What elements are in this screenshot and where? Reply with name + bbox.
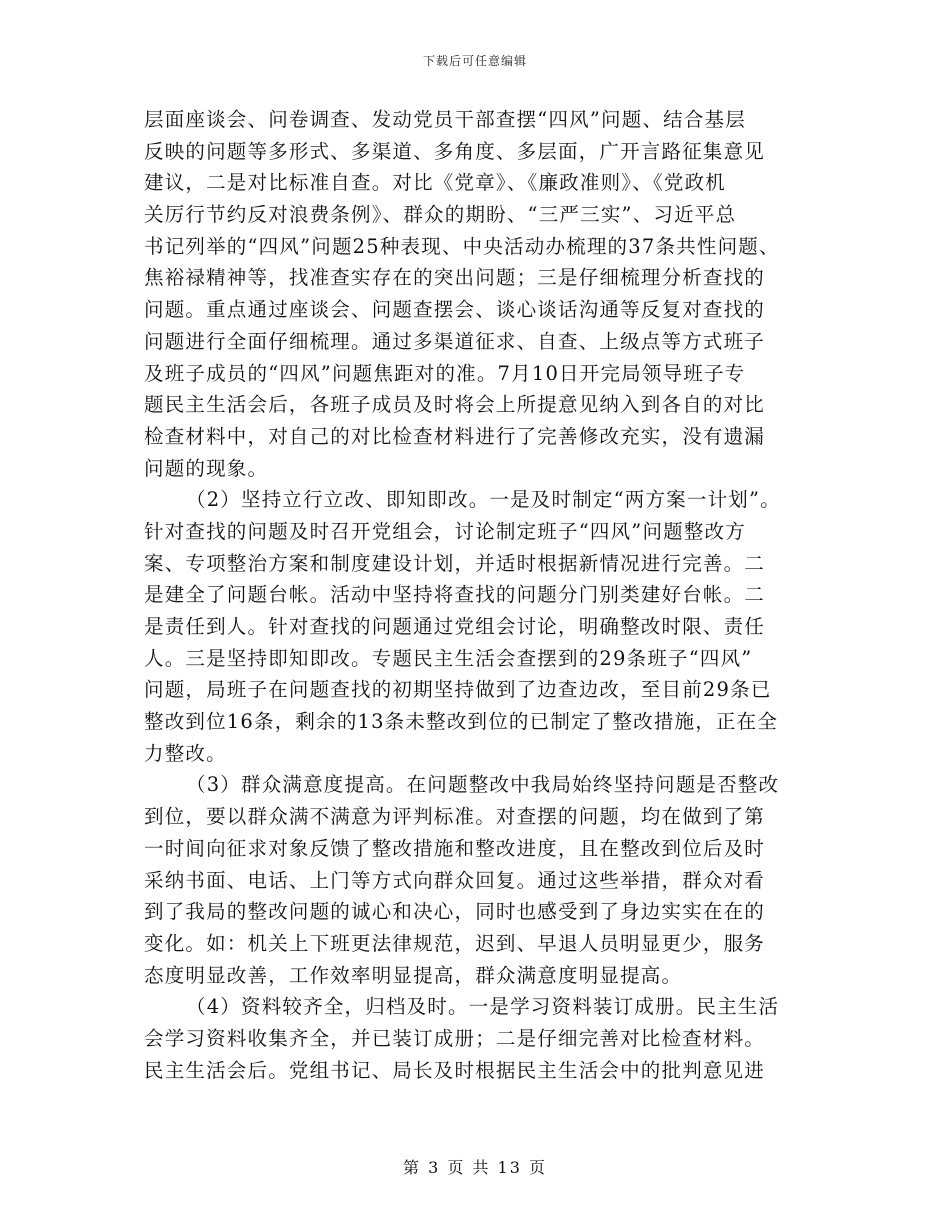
paragraph-3-start: （3）群众满意度提高。在问题整改中我局始终坚持问题是否整改 (186, 773, 780, 797)
body-line: 整改到位16条，剩余的13条未整改到位的已制定了整改措施，正在全 (144, 710, 779, 734)
body-line: 问题，局班子在问题查找的初期坚持做到了边查边改，至目前29条已 (144, 678, 772, 702)
body-line: 民主生活会后。党组书记、局长及时根据民主生活会中的批判意见进 (144, 1058, 766, 1082)
body-line: 题民主生活会后，各班子成员及时将会上所提意见纳入到各自的对比 (144, 393, 766, 417)
body-line: 层面座谈会、问卷调查、发动党员干部查摆“四风”问题、结合基层 (144, 108, 746, 131)
body-line: 针对查找的问题及时召开党组会，讨论制定班子“四风”问题整改方 (144, 519, 746, 543)
body-line: 到了我局的整改问题的诚心和决心，同时也感受到了身边实实在在的 (144, 900, 766, 924)
body-line: 会学习资料收集齐全，并已装订成册；二是仔细完善对比检查材料。 (144, 1026, 766, 1050)
body-line: 是建全了问题台帐。活动中坚持将查找的问题分门别类建好台帐。二 (144, 583, 766, 607)
paragraph-4-start: （4）资料较齐全，归档及时。一是学习资料装订成册。民主生活 (186, 995, 780, 1019)
document-body (144, 104, 844, 1086)
body-line: 力整改。 (144, 741, 227, 765)
body-line: 检查材料中，对自己的对比检查材料进行了完善修改充实，没有遗漏 (144, 424, 766, 448)
body-line: 态度明显改善，工作效率明显提高，群众满意度明显提高。 (144, 963, 683, 987)
body-line: 人。三是坚持即知即改。专题民主生活会查摆到的29条班子“四风” (144, 646, 753, 670)
body-line: 变化。如：机关上下班更法律规范，迟到、早退人员明显更少，服务 (144, 931, 766, 955)
body-line: 案、专项整治方案和制度建设计划，并适时根据新情况进行完善。二 (144, 551, 766, 575)
body-line: 是责任到人。针对查找的问题通过党组会讨论，明确整改时限、责任 (144, 615, 766, 638)
body-line: 建议，二是对比标准自查。对比《党章》、《廉政准则》、《党政机 (144, 171, 727, 195)
body-line: 反映的问题等多形式、多渠道、多角度、多层面，广开言路征集意见 (144, 139, 766, 163)
body-line: 关厉行节约反对浪费条例》、群众的期盼、“三严三实”、习近平总 (144, 203, 737, 227)
body-line: 问题。重点通过座谈会、问题查摆会、谈心谈话沟通等反复对查找的 (144, 298, 766, 322)
paragraph-2-start: （2）坚持立行立改、即知即改。一是及时制定“两方案一计划”。 (186, 488, 781, 512)
body-line: 到位，要以群众满不满意为评判标准。对查摆的问题，均在做到了第 (144, 805, 766, 829)
body-line: 一时间向征求对象反馈了整改措施和整改进度，且在整改到位后及时 (144, 836, 766, 860)
body-line: 焦裕禄精神等，找准查实存在的突出问题；三是仔细梳理分析查找的 (144, 266, 766, 290)
body-line: 书记列举的“四风”问题25种表现、中央活动办梳理的37条共性问题、 (144, 234, 780, 258)
page-header: 下载后可任意编辑 (422, 54, 527, 68)
page-number-footer: 第 3 页 共 13 页 (403, 1158, 547, 1177)
body-line: 及班子成员的“四风”问题焦距对的准。7月10日开完局领导班子专 (144, 361, 746, 385)
body-line: 采纳书面、电话、上门等方式向群众回复。通过这些举措，群众对看 (144, 868, 766, 892)
body-line: 问题的现象。 (144, 456, 269, 480)
body-line: 问题进行全面仔细梳理。通过多渠道征求、自查、上级点等方式班子 (144, 329, 766, 353)
